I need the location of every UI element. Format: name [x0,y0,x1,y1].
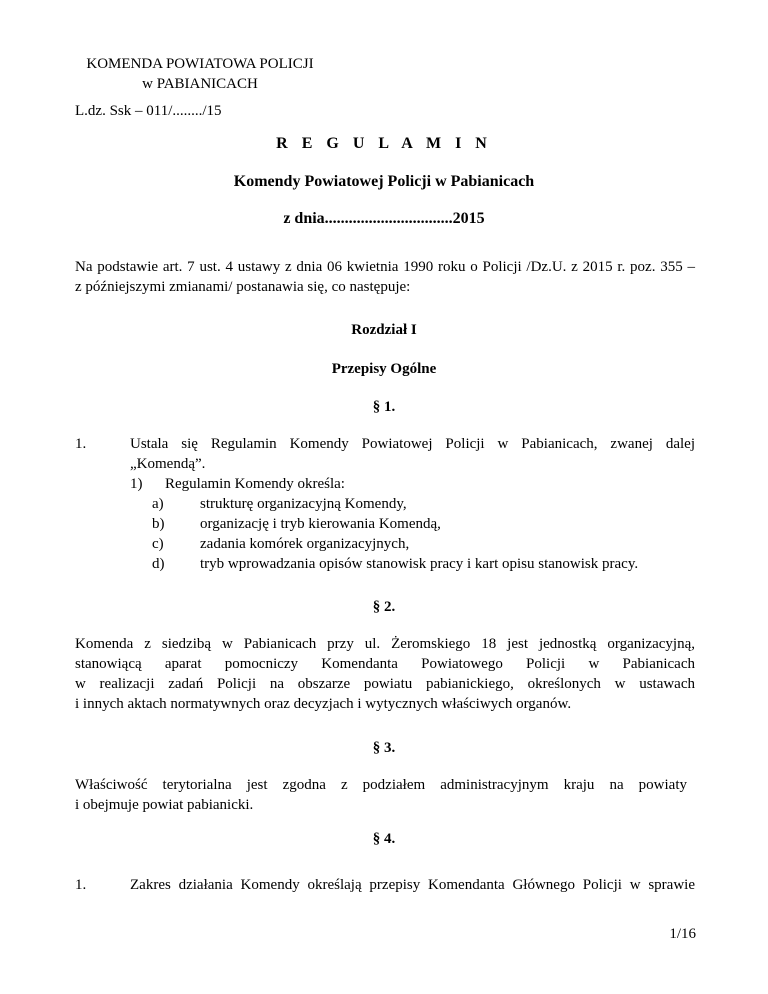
list-item-label: c) [152,536,164,552]
section-4-item-line: Zakres działania Komendy określają przepisy Komendanta Głównego Policji w sprawie [130,877,695,893]
section-3-line: Właściwość terytorialna jest zgodna z podziałem administracyjnym kraju na powiaty [75,777,687,793]
section-4-item-number: 1. [75,877,87,893]
organization-header [70,54,330,94]
section-2-heading: § 2. [372,599,396,615]
section-4-item [130,875,695,895]
organization-name: KOMENDA POWIATOWA POLICJI [86,56,314,72]
section-1-heading: § 1. [372,399,396,415]
section-2-line: i innych aktach normatywnych oraz decyzjach i wytycznych właściwych organów. [75,696,572,712]
list-item [152,514,712,534]
legal-basis-line: z późniejszymi zmianami/ postanawia się, co następuje: [75,279,411,295]
document-date: z dnia................................2015 [283,210,485,227]
list-item [152,554,712,574]
section-3-line: i obejmuje powiat pabianicki. [75,797,254,813]
legal-basis-paragraph [75,257,695,297]
legal-basis-line: Na podstawie art. 7 ust. 4 ustawy z dnia 06 kwietnia 1990 roku o Policji /Dz.U. z 2015 r. poz. 355 – [75,259,695,275]
list-item-text: organizację i tryb kierowania Komendą, [200,516,441,532]
list-item-text: strukturę organizacyjną Komendy, [200,496,407,512]
list-item-text: zadania komórek organizacyjnych, [200,536,410,552]
section-1-item-number: 1. [75,436,87,452]
section-1-letter-list [152,494,712,574]
list-item-label: d) [152,556,165,572]
section-4-heading: § 4. [372,831,396,847]
section-3-paragraph [75,775,687,815]
chapter-number: Rozdział I [351,322,417,338]
section-2-line: stanowiącą aparat pomocniczy Komendanta Powiatowego Policji w Pabianicach [75,656,695,672]
section-2-line: Komenda z siedzibą w Pabianicach przy ul. Żeromskiego 18 jest jednostką organizacyjną, [75,636,695,652]
section-1-subitem-text: Regulamin Komendy określa: [165,476,345,492]
organization-city: w PABIANICACH [142,76,258,92]
section-3-heading: § 3. [372,740,396,756]
list-item-text: tryb wprowadzania opisów stanowisk pracy i kart opisu stanowisk pracy. [200,556,639,572]
section-1-item [130,434,695,474]
page-number: 1/16 [669,926,696,942]
list-item-label: b) [152,516,165,532]
section-2-line: w realizacji zadań Policji na obszarze powiatu pabianickiego, określonych w ustawach [75,676,695,692]
document-subtitle: Komendy Powiatowej Policji w Pabianicach [233,173,535,190]
section-1-item-line: Ustala się Regulamin Komendy Powiatowej Policji w Pabianicach, zwanej dalej [130,436,695,452]
list-item [152,534,712,554]
list-item [152,494,712,514]
chapter-title: Przepisy Ogólne [331,361,437,377]
reference-number: L.dz. Ssk – 011/......../15 [75,103,222,119]
document-title: R E G U L A M I N [276,135,492,152]
section-1-item-line: „Komendą”. [130,456,206,472]
list-item-label: a) [152,496,164,512]
section-2-paragraph [75,634,695,714]
section-1-subitem-number: 1) [130,476,143,492]
